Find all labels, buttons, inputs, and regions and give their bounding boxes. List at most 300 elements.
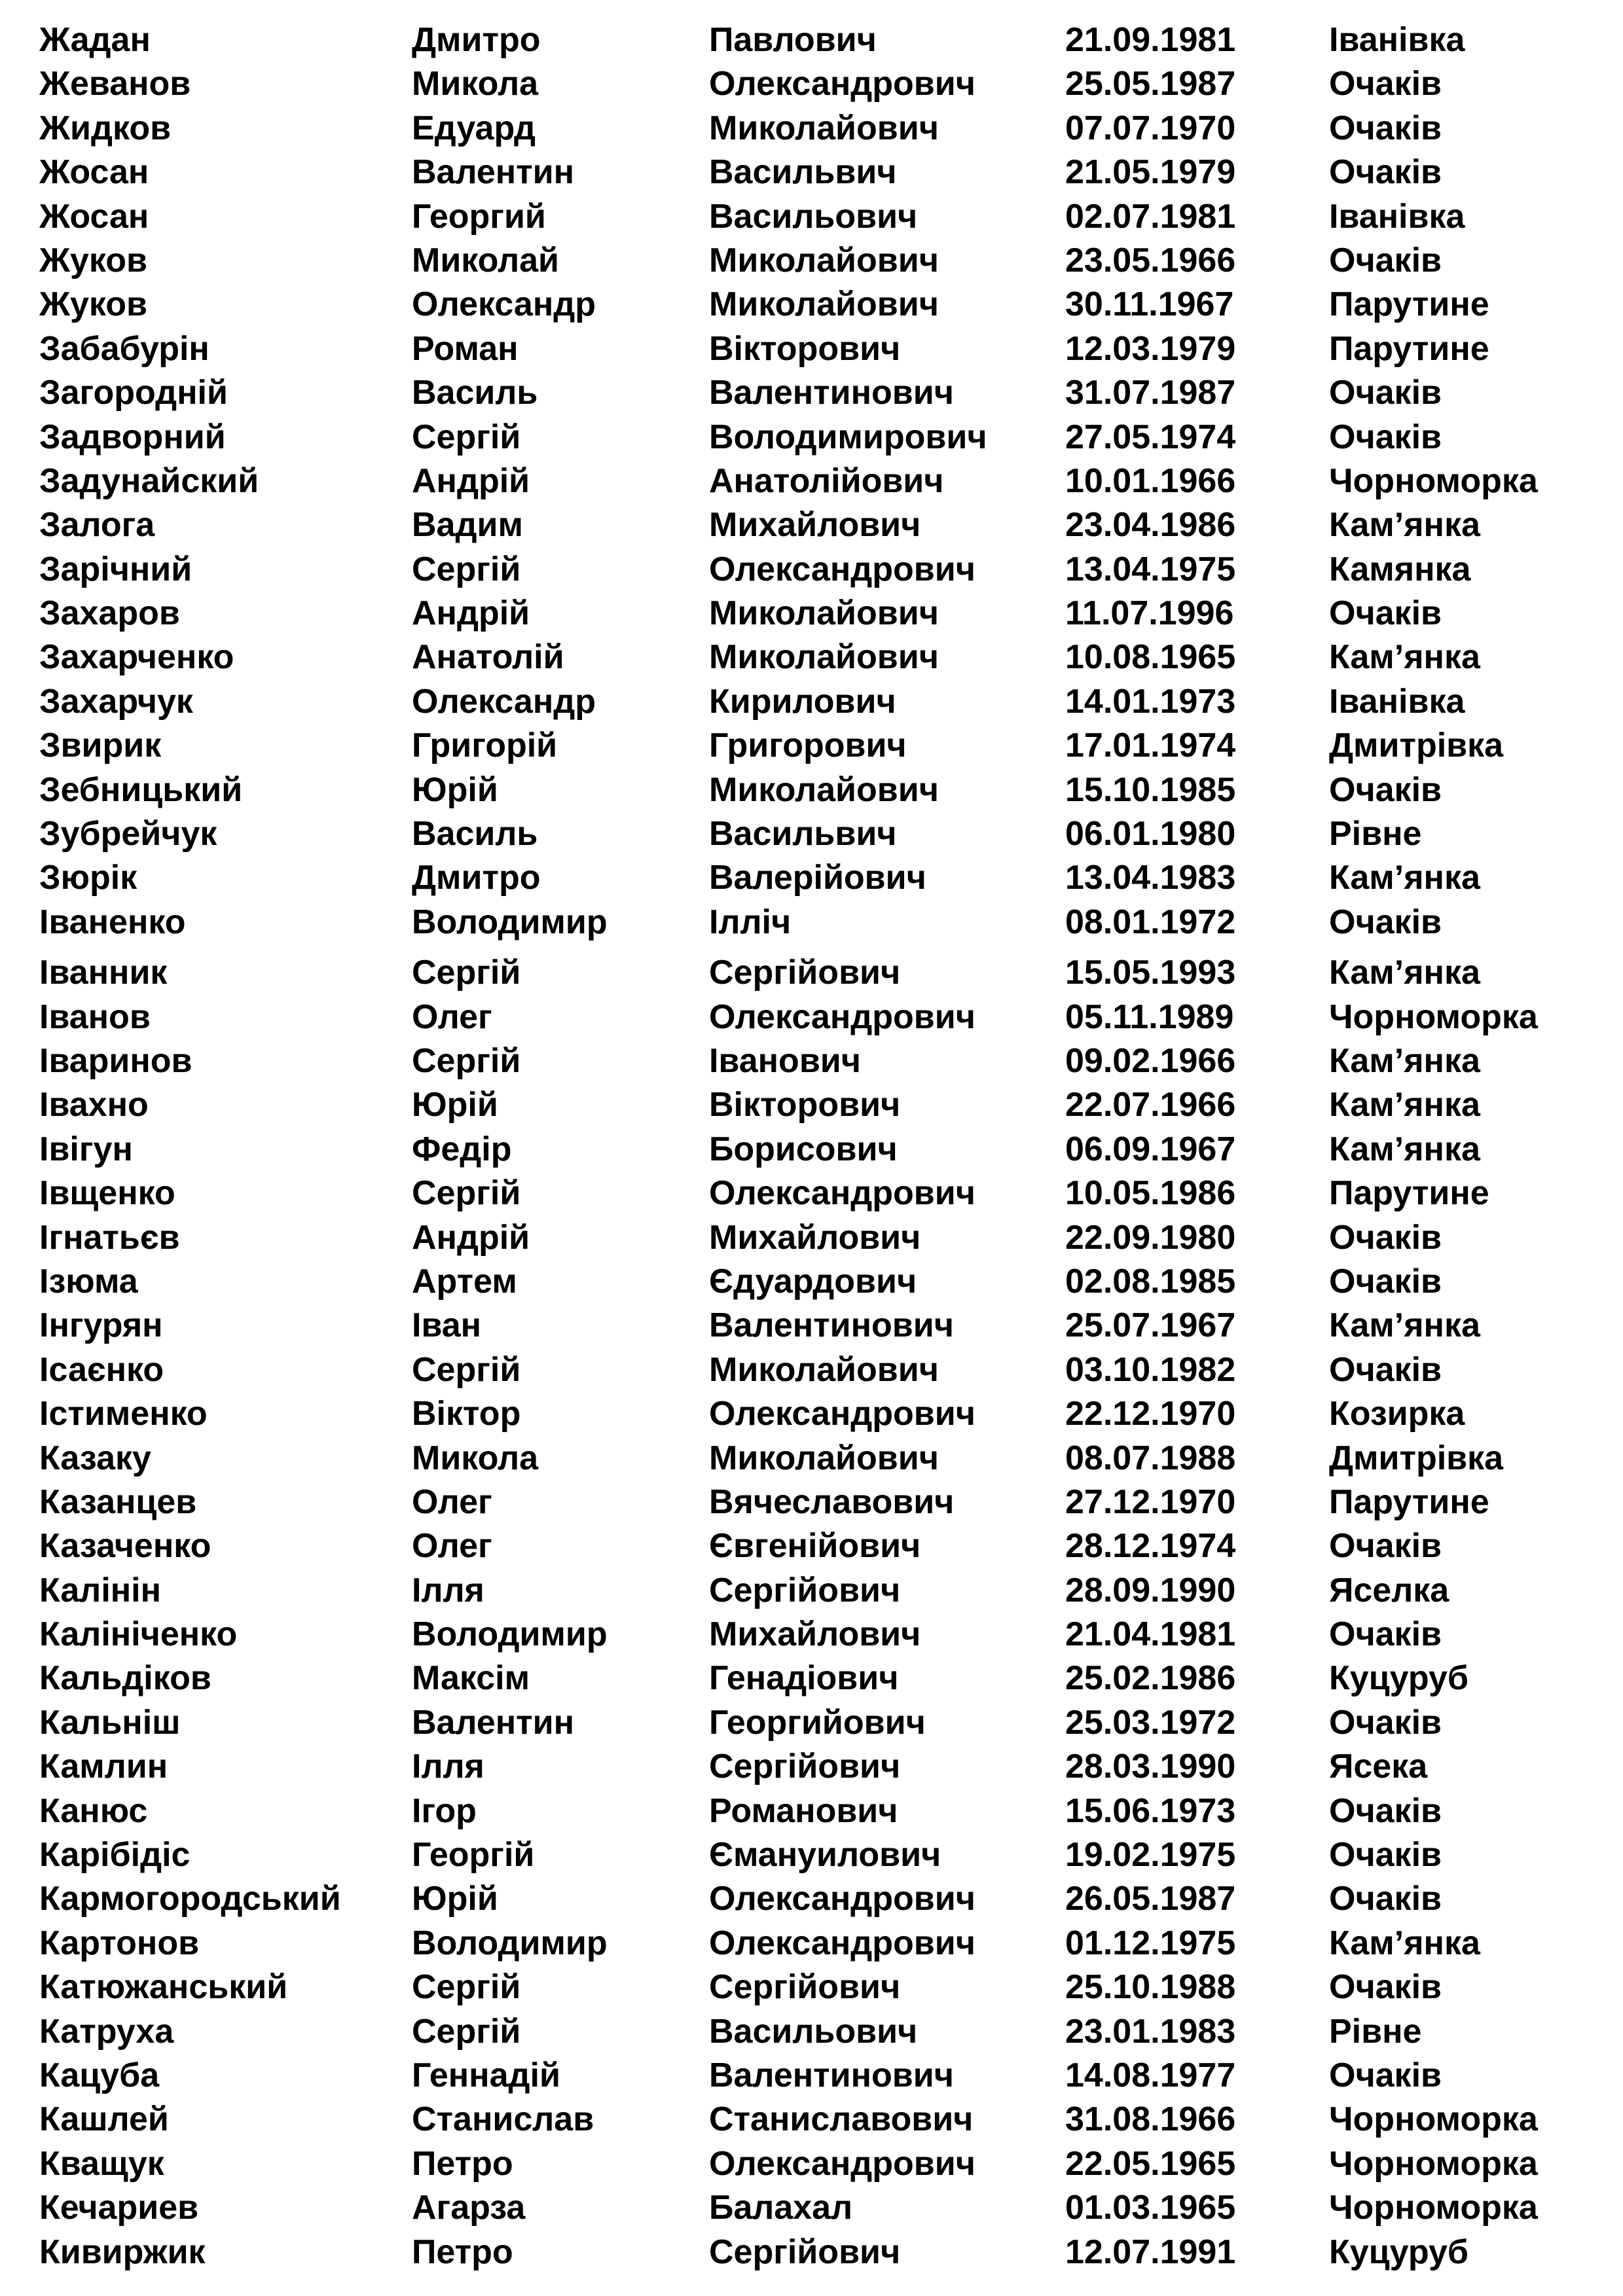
list-item	[0, 329, 1623, 372]
patronymic: Миколайович	[709, 285, 939, 324]
patronymic: Вікторович	[709, 329, 901, 368]
list-item	[0, 372, 1623, 416]
place-of-birth: Кам’янка	[1329, 1086, 1480, 1124]
list-item	[0, 1702, 1623, 1746]
first-name: Сергій	[412, 954, 521, 992]
place-of-birth: Очаків	[1329, 1703, 1442, 1742]
first-name: Олег	[412, 1482, 492, 1521]
patronymic: Олександрович	[709, 997, 976, 1036]
place-of-birth: Очаків	[1329, 109, 1442, 147]
patronymic: Павлович	[709, 21, 877, 59]
place-of-birth: Кам’янка	[1329, 506, 1480, 545]
list-item	[0, 1878, 1623, 1922]
list-item	[0, 1570, 1623, 1614]
last-name: Івщенко	[39, 1174, 175, 1213]
birth-date: 10.05.1986	[1065, 1174, 1236, 1213]
list-item	[0, 2144, 1623, 2187]
patronymic: Миколайович	[709, 770, 939, 809]
patronymic: Миколайович	[709, 1350, 939, 1389]
first-name: Юрій	[412, 770, 498, 809]
first-name: Ілля	[412, 1571, 484, 1609]
birth-date: 06.09.1967	[1065, 1130, 1236, 1168]
place-of-birth: Очаків	[1329, 1218, 1442, 1257]
patronymic: Васильвич	[709, 815, 897, 853]
last-name: Захаров	[39, 594, 180, 633]
place-of-birth: Очаків	[1329, 903, 1442, 941]
list-item	[0, 461, 1623, 505]
last-name: Калінін	[39, 1571, 162, 1609]
list-item	[0, 108, 1623, 152]
birth-date: 25.03.1972	[1065, 1703, 1236, 1742]
first-name: Петро	[412, 2144, 513, 2183]
list-item	[0, 814, 1623, 857]
list-item	[0, 63, 1623, 107]
birth-date: 10.08.1965	[1065, 638, 1236, 677]
birth-date: 15.10.1985	[1065, 770, 1236, 809]
last-name: Жеванов	[39, 65, 191, 103]
place-of-birth: Очаків	[1329, 594, 1442, 633]
last-name: Катруха	[39, 2012, 174, 2051]
patronymic: Олександрович	[709, 1924, 976, 1962]
birth-date: 25.10.1988	[1065, 1968, 1236, 2007]
first-name: Федір	[412, 1130, 512, 1168]
list-item	[0, 2232, 1623, 2276]
first-name: Миколай	[412, 241, 560, 279]
first-name: Вадим	[412, 506, 523, 545]
first-name: Юрій	[412, 1086, 498, 1124]
place-of-birth: Чорноморка	[1329, 2100, 1538, 2139]
last-name: Кацуба	[39, 2056, 160, 2094]
patronymic: Володимирович	[709, 418, 987, 456]
first-name: Олександр	[412, 285, 596, 324]
patronymic: Анатолійович	[709, 461, 944, 500]
list-item	[0, 725, 1623, 769]
place-of-birth: Парутине	[1329, 329, 1489, 368]
birth-date: 27.12.1970	[1065, 1482, 1236, 1521]
last-name: Зюрік	[39, 859, 137, 897]
first-name: Анатолій	[412, 638, 564, 677]
list-item	[0, 2055, 1623, 2099]
patronymic: Миколайович	[709, 1439, 939, 1477]
list-item	[0, 1526, 1623, 1570]
last-name: Кальдіков	[39, 1659, 211, 1698]
birth-date: 02.08.1985	[1065, 1262, 1236, 1300]
list-item	[0, 2011, 1623, 2055]
place-of-birth: Парутине	[1329, 1174, 1489, 1213]
place-of-birth: Кам’янка	[1329, 1306, 1480, 1345]
birth-date: 22.12.1970	[1065, 1395, 1236, 1433]
place-of-birth: Очаків	[1329, 1615, 1442, 1654]
first-name: Роман	[412, 329, 519, 368]
birth-date: 11.07.1996	[1065, 594, 1234, 633]
place-of-birth: Чорноморка	[1329, 461, 1538, 500]
first-name: Микола	[412, 65, 539, 103]
birth-date: 25.02.1986	[1065, 1659, 1236, 1698]
place-of-birth: Куцуруб	[1329, 1659, 1468, 1698]
place-of-birth: Очаків	[1329, 65, 1442, 103]
patronymic: Васильович	[709, 2012, 918, 2051]
birth-date: 17.01.1974	[1065, 726, 1236, 765]
list-item	[0, 857, 1623, 901]
patronymic: Валерійович	[709, 859, 926, 897]
patronymic: Михайлович	[709, 506, 921, 545]
last-name: Жуков	[39, 241, 147, 279]
place-of-birth: Іванівка	[1329, 21, 1465, 59]
patronymic: Григорович	[709, 726, 907, 765]
last-name: Захарченко	[39, 638, 234, 677]
place-of-birth: Дмитрівка	[1329, 726, 1504, 765]
patronymic: Миколайович	[709, 594, 939, 633]
first-name: Сергій	[412, 550, 521, 588]
birth-date: 28.12.1974	[1065, 1527, 1236, 1566]
place-of-birth: Очаків	[1329, 2056, 1442, 2094]
last-name: Забабурін	[39, 329, 210, 368]
patronymic: Вячеславович	[709, 1482, 955, 1521]
last-name: Зебницький	[39, 770, 243, 809]
last-name: Жуков	[39, 285, 147, 324]
birth-date: 07.07.1970	[1065, 109, 1236, 147]
last-name: Істименко	[39, 1395, 208, 1433]
birth-date: 14.08.1977	[1065, 2056, 1236, 2094]
birth-date: 30.11.1967	[1065, 285, 1234, 324]
patronymic: Сергійович	[709, 2233, 901, 2271]
patronymic: Іванович	[709, 1041, 861, 1080]
list-item	[0, 902, 1623, 946]
first-name: Олег	[412, 997, 492, 1036]
last-name: Іваненко	[39, 903, 186, 941]
first-name: Володимир	[412, 1924, 608, 1962]
place-of-birth: Очаків	[1329, 770, 1442, 809]
patronymic: Генадіович	[709, 1659, 899, 1698]
list-item	[0, 1482, 1623, 1526]
birth-date: 06.01.1980	[1065, 815, 1236, 853]
patronymic: Кирилович	[709, 682, 896, 721]
patronymic: Михайлович	[709, 1615, 921, 1654]
list-item	[0, 1350, 1623, 1393]
list-item	[0, 20, 1623, 63]
patronymic: Васильвич	[709, 153, 897, 192]
first-name: Василь	[412, 374, 538, 412]
place-of-birth: Іванівка	[1329, 197, 1465, 236]
last-name: Казаченко	[39, 1527, 211, 1566]
place-of-birth: Кам’янка	[1329, 1041, 1480, 1080]
patronymic: Михайлович	[709, 1218, 921, 1257]
patronymic: Станиславович	[709, 2100, 974, 2139]
list-item	[0, 1085, 1623, 1128]
list-item	[0, 1835, 1623, 1878]
last-name: Кивиржик	[39, 2233, 206, 2271]
birth-date: 21.04.1981	[1065, 1615, 1236, 1654]
list-item	[0, 1173, 1623, 1217]
last-name: Задунайский	[39, 461, 259, 500]
place-of-birth: Очаків	[1329, 241, 1442, 279]
birth-date: 08.01.1972	[1065, 903, 1236, 941]
patronymic: Ілліч	[709, 903, 792, 941]
list-item	[0, 1438, 1623, 1482]
first-name: Петро	[412, 2233, 513, 2271]
patronymic: Миколайович	[709, 109, 939, 147]
list-item	[0, 637, 1623, 681]
place-of-birth: Кам’янка	[1329, 1130, 1480, 1168]
last-name: Картонов	[39, 1924, 200, 1962]
last-name: Жосан	[39, 197, 149, 236]
place-of-birth: Куцуруб	[1329, 2233, 1468, 2271]
birth-date: 01.03.1965	[1065, 2189, 1236, 2227]
list-item	[0, 417, 1623, 461]
birth-date: 08.07.1988	[1065, 1439, 1236, 1477]
birth-date: 21.05.1979	[1065, 153, 1236, 192]
place-of-birth: Кам’янка	[1329, 859, 1480, 897]
last-name: Ізюма	[39, 1262, 138, 1300]
birth-date: 05.11.1989	[1065, 997, 1234, 1036]
place-of-birth: Очаків	[1329, 1880, 1442, 1918]
birth-date: 27.05.1974	[1065, 418, 1236, 456]
place-of-birth: Очаків	[1329, 374, 1442, 412]
list-item	[0, 1791, 1623, 1835]
last-name: Камлин	[39, 1748, 168, 1786]
list-item	[0, 152, 1623, 196]
last-name: Ігнатьєв	[39, 1218, 180, 1257]
patronymic: Валентинович	[709, 1306, 954, 1345]
first-name: Артем	[412, 1262, 517, 1300]
first-name: Едуард	[412, 109, 536, 147]
first-name: Сергій	[412, 2012, 521, 2051]
last-name: Іваринов	[39, 1041, 192, 1080]
patronymic: Сергійович	[709, 1748, 901, 1786]
last-name: Кечариев	[39, 2189, 199, 2227]
last-name: Казанцев	[39, 1482, 197, 1521]
last-name: Івахно	[39, 1086, 149, 1124]
list-item	[0, 997, 1623, 1041]
list-item	[0, 1967, 1623, 2011]
place-of-birth: Яселка	[1329, 1571, 1450, 1609]
birth-date: 28.03.1990	[1065, 1748, 1236, 1786]
first-name: Валентин	[412, 153, 574, 192]
first-name: Сергій	[412, 1174, 521, 1213]
last-name: Кальніш	[39, 1703, 181, 1742]
list-item	[0, 2187, 1623, 2231]
birth-date: 26.05.1987	[1065, 1880, 1236, 1918]
first-name: Олександр	[412, 682, 596, 721]
list-item	[0, 1923, 1623, 1967]
first-name: Андрій	[412, 1218, 530, 1257]
first-name: Андрій	[412, 461, 530, 500]
patronymic: Сергійович	[709, 1571, 901, 1609]
first-name: Сергій	[412, 1350, 521, 1389]
first-name: Василь	[412, 815, 538, 853]
list-item	[0, 1129, 1623, 1173]
first-name: Олег	[412, 1527, 492, 1566]
first-name: Володимир	[412, 1615, 608, 1654]
place-of-birth: Кам’янка	[1329, 638, 1480, 677]
place-of-birth: Кам’янка	[1329, 954, 1480, 992]
place-of-birth: Очаків	[1329, 1791, 1442, 1830]
patronymic: Балахал	[709, 2189, 853, 2227]
list-item	[0, 952, 1623, 996]
birth-date: 13.04.1983	[1065, 859, 1236, 897]
last-name: Катюжанський	[39, 1968, 288, 2007]
patronymic: Миколайович	[709, 638, 939, 677]
list-item	[0, 505, 1623, 548]
list-item	[0, 1305, 1623, 1349]
last-name: Івігун	[39, 1130, 133, 1168]
birth-date: 22.05.1965	[1065, 2144, 1236, 2183]
first-name: Володимир	[412, 903, 608, 941]
last-name: Задворний	[39, 418, 226, 456]
last-name: Карібідіс	[39, 1836, 191, 1874]
last-name: Кармогородський	[39, 1880, 341, 1918]
last-name: Загородній	[39, 374, 228, 412]
list-item	[0, 1393, 1623, 1437]
patronymic: Олександрович	[709, 65, 976, 103]
place-of-birth: Очаків	[1329, 1527, 1442, 1566]
birth-date: 31.07.1987	[1065, 374, 1236, 412]
patronymic: Георгийович	[709, 1703, 926, 1742]
birth-date: 15.06.1973	[1065, 1791, 1236, 1830]
last-name: Кашлей	[39, 2100, 169, 2139]
list-item	[0, 1041, 1623, 1085]
place-of-birth: Рівне	[1329, 2012, 1422, 2051]
last-name: Звирик	[39, 726, 162, 765]
patronymic: Олександрович	[709, 550, 976, 588]
place-of-birth: Камянка	[1329, 550, 1471, 588]
birth-date: 03.10.1982	[1065, 1350, 1236, 1389]
last-name: Кващук	[39, 2144, 164, 2183]
patronymic: Валентинович	[709, 374, 954, 412]
list-item	[0, 1658, 1623, 1702]
place-of-birth: Очаків	[1329, 1836, 1442, 1874]
patronymic: Олександрович	[709, 1395, 976, 1433]
patronymic: Валентинович	[709, 2056, 954, 2094]
place-of-birth: Парутине	[1329, 285, 1489, 324]
first-name: Дмитро	[412, 21, 541, 59]
list-item	[0, 1261, 1623, 1305]
first-name: Сергій	[412, 1041, 521, 1080]
birth-date: 22.07.1966	[1065, 1086, 1236, 1124]
place-of-birth: Чорноморка	[1329, 2189, 1538, 2227]
place-of-birth: Рівне	[1329, 815, 1422, 853]
patronymic: Євгенійович	[709, 1527, 921, 1566]
birth-date: 12.07.1991	[1065, 2233, 1236, 2271]
birth-date: 19.02.1975	[1065, 1836, 1236, 1874]
place-of-birth: Очаків	[1329, 1350, 1442, 1389]
list-item	[0, 196, 1623, 240]
patronymic: Олександрович	[709, 2144, 976, 2183]
birth-date: 12.03.1979	[1065, 329, 1236, 368]
last-name: Іванник	[39, 954, 168, 992]
birth-date: 09.02.1966	[1065, 1041, 1236, 1080]
list-item	[0, 1217, 1623, 1261]
patronymic: Ємануилович	[709, 1836, 941, 1874]
first-name: Сергій	[412, 1968, 521, 2007]
patronymic: Сергійович	[709, 954, 901, 992]
birth-date: 15.05.1993	[1065, 954, 1236, 992]
birth-date: 28.09.1990	[1065, 1571, 1236, 1609]
first-name: Юрій	[412, 1880, 498, 1918]
last-name: Іванов	[39, 997, 151, 1036]
list-item	[0, 284, 1623, 328]
first-name: Ігор	[412, 1791, 477, 1830]
first-name: Георгій	[412, 1836, 535, 1874]
birth-date: 14.01.1973	[1065, 682, 1236, 721]
birth-date: 31.08.1966	[1065, 2100, 1236, 2139]
list-item	[0, 770, 1623, 814]
list-item	[0, 1746, 1623, 1790]
last-name: Жадан	[39, 21, 151, 59]
patronymic: Сергійович	[709, 1968, 901, 2007]
patronymic: Васильович	[709, 197, 918, 236]
patronymic: Олександрович	[709, 1880, 976, 1918]
first-name: Іван	[412, 1306, 482, 1345]
last-name: Калініченко	[39, 1615, 238, 1654]
place-of-birth: Дмитрівка	[1329, 1439, 1504, 1477]
first-name: Георгий	[412, 197, 546, 236]
birth-date: 22.09.1980	[1065, 1218, 1236, 1257]
place-of-birth: Кам’янка	[1329, 1924, 1480, 1962]
last-name: Жосан	[39, 153, 149, 192]
birth-date: 25.07.1967	[1065, 1306, 1236, 1345]
patronymic: Олександрович	[709, 1174, 976, 1213]
birth-date: 02.07.1981	[1065, 197, 1236, 236]
first-name: Станислав	[412, 2100, 594, 2139]
first-name: Ілля	[412, 1748, 484, 1786]
first-name: Дмитро	[412, 859, 541, 897]
last-name: Захарчук	[39, 682, 193, 721]
birth-date: 23.04.1986	[1065, 506, 1236, 545]
patronymic: Миколайович	[709, 241, 939, 279]
first-name: Сергій	[412, 418, 521, 456]
first-name: Віктор	[412, 1395, 521, 1433]
place-of-birth: Іванівка	[1329, 682, 1465, 721]
last-name: Канюс	[39, 1791, 148, 1830]
birth-date: 23.05.1966	[1065, 241, 1236, 279]
first-name: Агарза	[412, 2189, 526, 2227]
place-of-birth: Ясека	[1329, 1748, 1428, 1786]
place-of-birth: Очаків	[1329, 153, 1442, 192]
first-name: Микола	[412, 1439, 539, 1477]
patronymic: Єдуардович	[709, 1262, 917, 1300]
birth-date: 21.09.1981	[1065, 21, 1236, 59]
last-name: Зубрейчук	[39, 815, 217, 853]
list-item	[0, 2099, 1623, 2143]
birth-date: 25.05.1987	[1065, 65, 1236, 103]
list-item	[0, 681, 1623, 725]
person-list	[0, 20, 1623, 2276]
place-of-birth: Очаків	[1329, 418, 1442, 456]
list-item	[0, 1614, 1623, 1658]
last-name: Інгурян	[39, 1306, 163, 1345]
birth-date: 23.01.1983	[1065, 2012, 1236, 2051]
first-name: Геннадій	[412, 2056, 560, 2094]
place-of-birth: Козирка	[1329, 1395, 1465, 1433]
last-name: Ісаєнко	[39, 1350, 164, 1389]
first-name: Андрій	[412, 594, 530, 633]
birth-date: 13.04.1975	[1065, 550, 1236, 588]
patronymic: Вікторович	[709, 1086, 901, 1124]
place-of-birth: Парутине	[1329, 1482, 1489, 1521]
last-name: Жидков	[39, 109, 172, 147]
last-name: Зарічний	[39, 550, 192, 588]
place-of-birth: Очаків	[1329, 1968, 1442, 2007]
last-name: Залога	[39, 506, 155, 545]
first-name: Григорій	[412, 726, 558, 765]
last-name: Казаку	[39, 1439, 151, 1477]
place-of-birth: Чорноморка	[1329, 2144, 1538, 2183]
birth-date: 01.12.1975	[1065, 1924, 1236, 1962]
birth-date: 10.01.1966	[1065, 461, 1236, 500]
list-item	[0, 240, 1623, 284]
place-of-birth: Чорноморка	[1329, 997, 1538, 1036]
